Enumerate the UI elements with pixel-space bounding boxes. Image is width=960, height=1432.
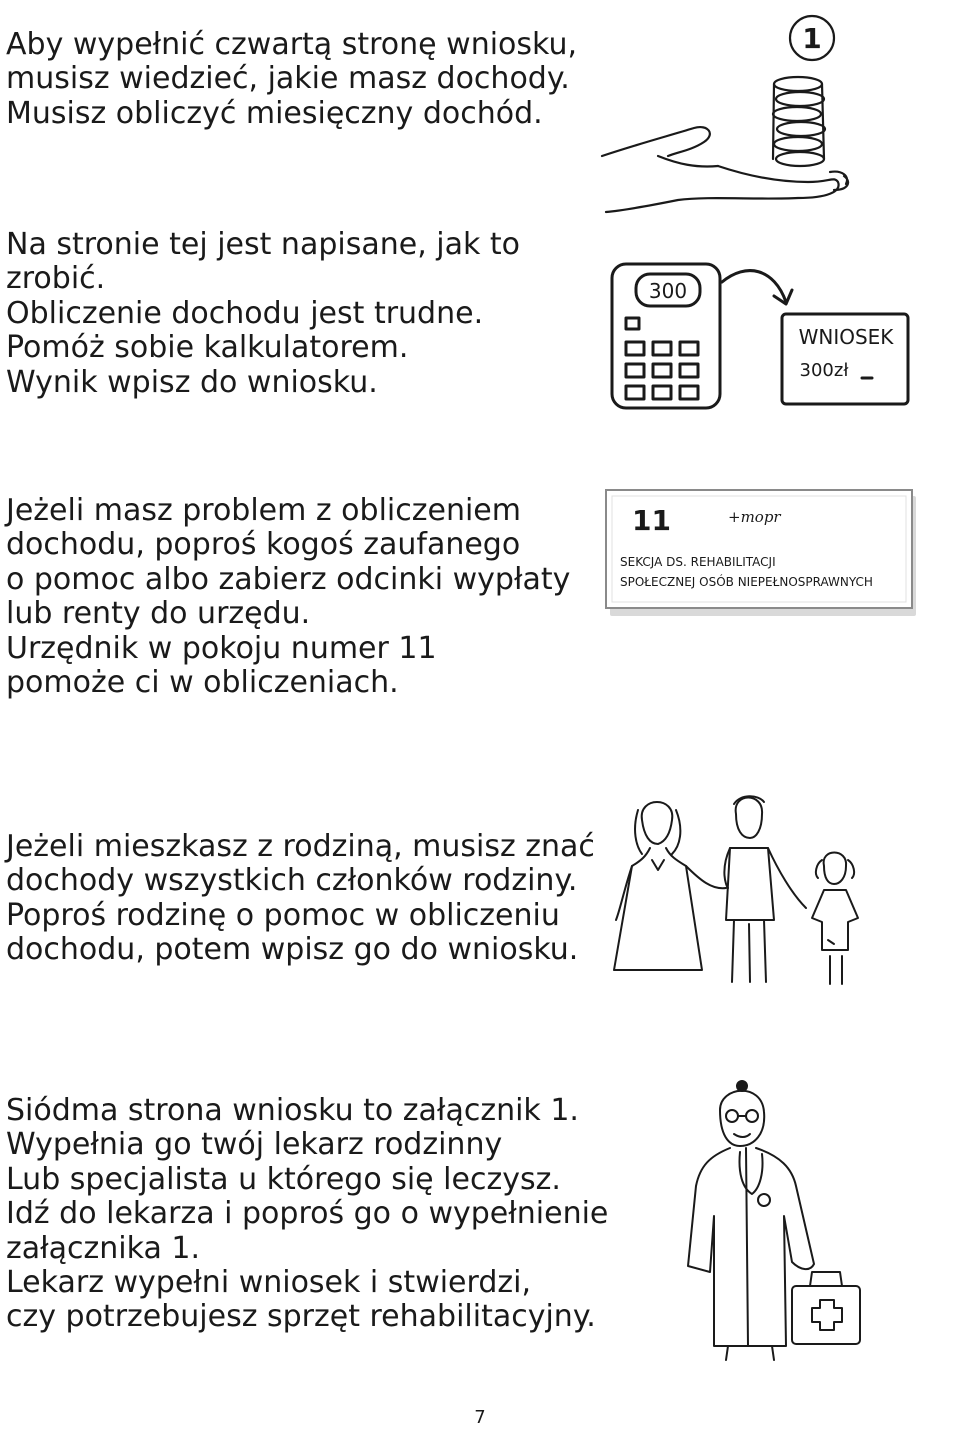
text-line: Jeżeli mieszkasz z rodziną, musisz znać (6, 829, 595, 864)
paragraph-attachment-1 (6, 1093, 609, 1335)
text-line: czy potrzebujesz sprzęt rehabilitacyjny. (6, 1299, 596, 1335)
paragraph-income-intro (6, 28, 596, 131)
text-line: Idź do lekarza i poproś go o wypełnienie (6, 1196, 609, 1232)
sign-line-1: SEKCJA DS. REHABILITACJI (620, 555, 776, 569)
stethoscope-icon (740, 1152, 763, 1194)
text-line: o pomoc albo zabierz odcinki wypłaty (6, 561, 571, 597)
text-line: lub renty do urzędu. (6, 596, 311, 632)
text-line: Poproś rodzinę o pomoc w obliczeniu (6, 897, 560, 933)
text-line: dochodu, poproś kogoś zaufanego (6, 527, 521, 563)
text-line: dochodu, potem wpisz go do wniosku. (6, 932, 579, 968)
text-line: Obliczenie dochodu jest trudne. (6, 295, 484, 331)
coin-stack-icon (773, 77, 825, 166)
card-title: WNIOSEK (798, 325, 894, 349)
text-line: pomoże ci w obliczeniach. (6, 665, 399, 701)
office-logo: +mopr (728, 508, 781, 526)
card-amount: 300zł (799, 360, 849, 381)
text-line: Lekarz wypełni wniosek i stwierdzi, (6, 1265, 531, 1301)
text-line: dochody wszystkich członków rodziny. (6, 863, 578, 899)
coin-number-label: 1 (802, 22, 822, 55)
calculator-icon (606, 258, 916, 418)
text-line: Wynik wpisz do wniosku. (6, 364, 378, 400)
room-number: 11 (632, 504, 671, 537)
text-line: Na stronie tej jest napisane, jak to (6, 227, 521, 262)
calculator-display: 300 (648, 279, 688, 303)
hand-with-coins-icon (598, 6, 918, 216)
text-line: Musisz obliczyć miesięczny dochód. (6, 95, 543, 131)
page-number: 7 (474, 1407, 486, 1428)
text-line: załącznika 1. (6, 1230, 201, 1266)
coat-opening (746, 1148, 748, 1346)
sign-line-2: SPOŁECZNEJ OSÓB NIEPEŁNOSPRAWNYCH (620, 575, 873, 589)
text-line: zrobić. (6, 261, 106, 297)
text-line: Aby wypełnić czwartą stronę wniosku, (6, 27, 578, 62)
text-line: Jeżeli masz problem z obliczeniem (6, 493, 521, 528)
family-icon (602, 790, 912, 990)
text-line: Pomóż sobie kalkulatorem. (6, 330, 409, 366)
text-line: Urzędnik w pokoju numer 11 (6, 630, 437, 666)
door-sign-icon (604, 488, 920, 620)
paragraph-family-income (6, 830, 596, 968)
first-aid-kit-icon (792, 1286, 860, 1344)
text-line: Lub specjalista u którego się leczysz. (6, 1161, 561, 1197)
paragraph-ask-for-help (6, 494, 596, 700)
doctor-icon (680, 1076, 880, 1366)
text-line: Wypełnia go twój lekarz rodzinny (6, 1127, 503, 1163)
head-mirror-icon (737, 1081, 747, 1091)
text-line: musisz wiedzieć, jakie masz dochody. (6, 61, 570, 97)
text-line: Siódma strona wniosku to załącznik 1. (6, 1093, 579, 1128)
paragraph-calculation-help (6, 228, 596, 400)
